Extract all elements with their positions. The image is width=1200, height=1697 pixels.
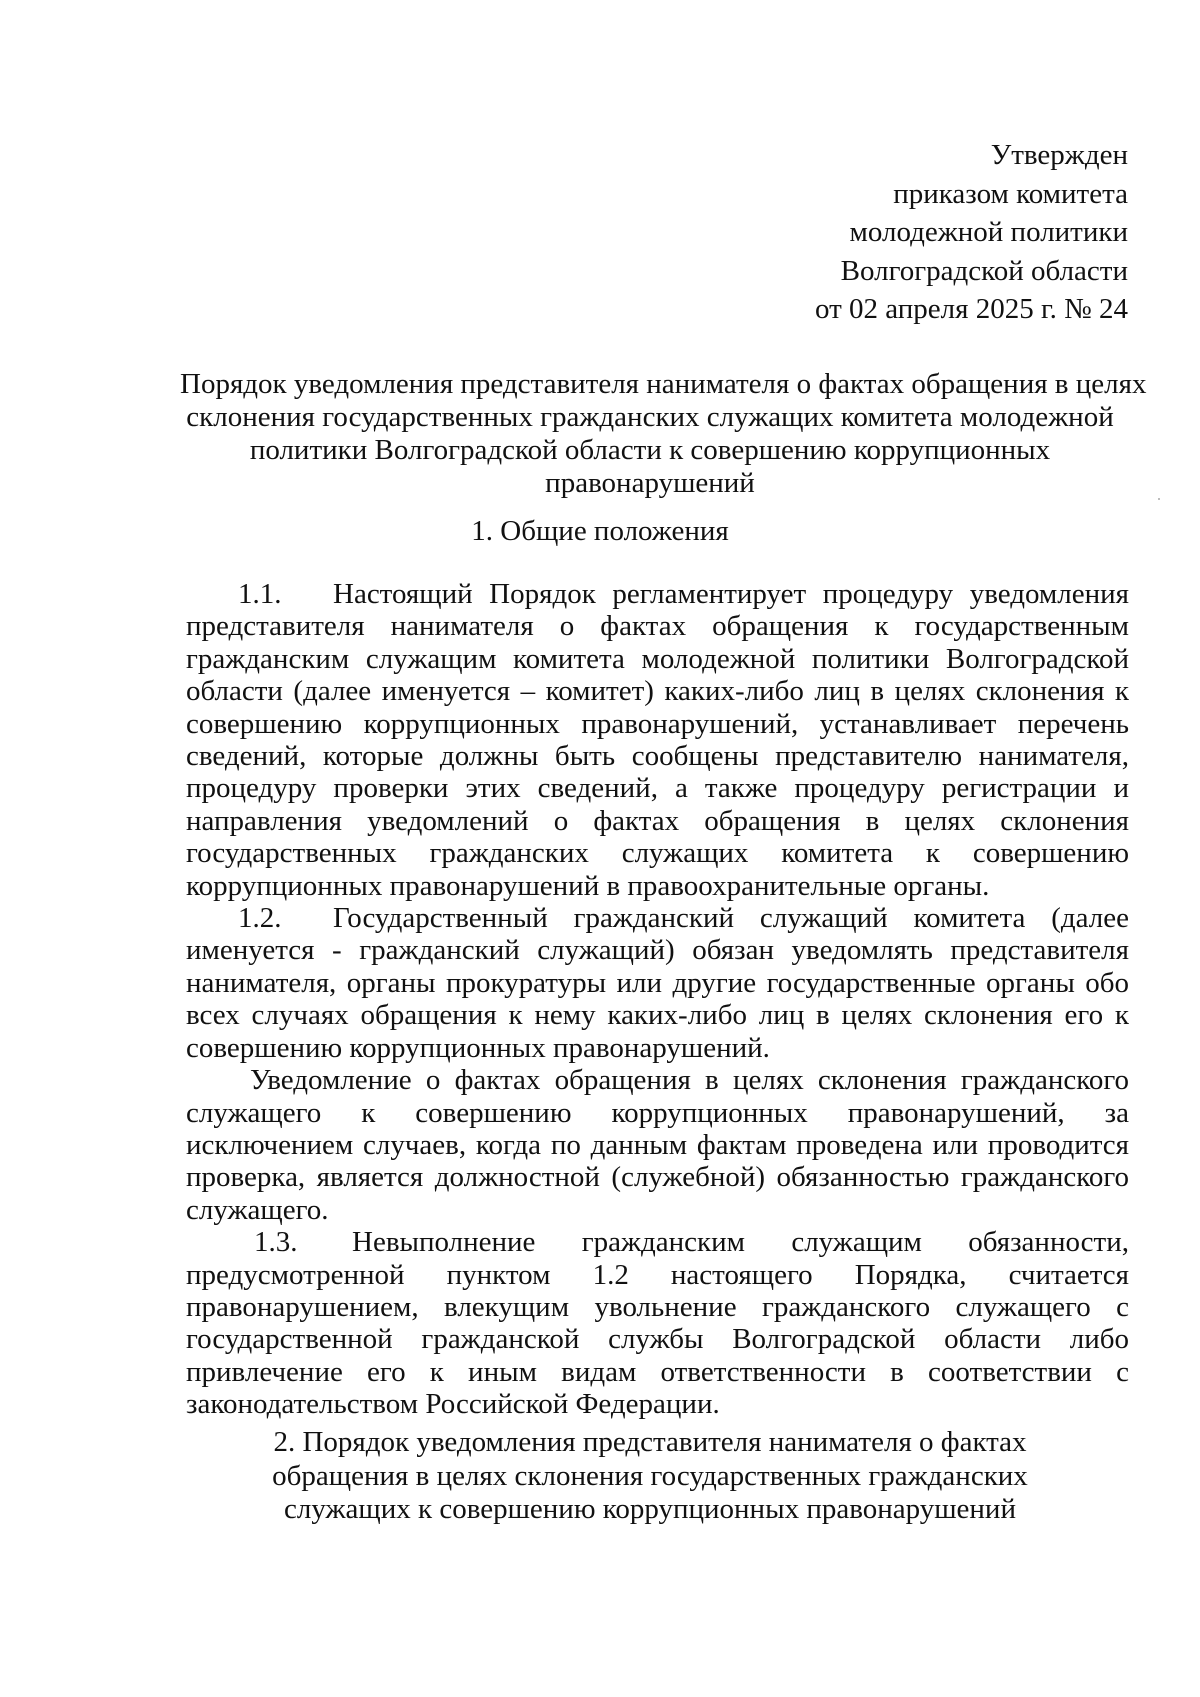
section-2-heading [200,1426,1100,1527]
paragraph-1-1 [186,578,1129,902]
approval-line: приказом комитета [893,177,1128,210]
section-1-body [186,578,1129,1421]
paragraph-text: Государственный гражданский служащий комитета (далее именуется - гражданский служащий) обязан уведомлять представителя нанимателя, органы прокуратуры или другие государственные органы обо всех случаях обращения к нему каких-либо лиц в целях склонения его к совершению коррупционных правонарушений. [186,902,1129,1064]
title-line: политики Волгоградской области к совершению коррупционных [249,434,1051,466]
section-2-heading-line: 2. Порядок уведомления представителя нанимателя о фактах [273,1426,1027,1458]
paragraph-number: 1.1. [238,578,282,610]
paragraph-1-2-continued: Уведомление о фактах обращения в целях склонения гражданского служащего к совершению коррупционных правонарушений, за исключением случаев, когда по данным фактам проведена или проводится проверка, является должностной (служебной) обязанностью гражданского служащего. [186,1064,1129,1226]
approval-line: Волгоградской области [840,254,1128,287]
section-1-heading: 1. Общие положения [471,515,729,547]
title-line: склонения государственных гражданских служащих комитета молодежной [186,401,1114,433]
scan-artifact [1158,498,1160,500]
approval-line: молодежной политики [849,216,1128,248]
paragraph-text: Настоящий Порядок регламентирует процедуру уведомления представителя нанимателя о фактах обращения к государственным гражданским служащим комитета молодежной политики Волгоградской области (далее именуется – комитет) каких-либо лиц в целях склонения к совершению коррупционных правонарушений, устанавливает перечень сведений, которые должны быть сообщены представителю нанимателя, процедуру проверки этих сведений, а также процедуру регистрации и направления уведомлений о фактах обращения в целях склонения государственных гражданских служащих комитета к совершению коррупционных правонарушений в правоохранительные органы. [186,578,1129,902]
title-line: Порядок уведомления представителя нанимателя о фактах обращения в целях [180,368,1147,400]
approval-line: Утвержден [990,139,1128,171]
section-2-heading-line: служащих к совершению коррупционных правонарушений [284,1493,1016,1525]
approval-stamp [815,136,1128,329]
section-2-heading-line: обращения в целях склонения государственных гражданских [272,1459,1028,1492]
paragraph-1-2 [186,902,1129,1064]
document-title [180,368,1147,500]
approval-date-line: от 02 апреля 2025 г. № 24 [814,293,1128,325]
paragraph-text: Невыполнение гражданским служащим обязанности, предусмотренной пунктом 1.2 настоящего Порядка, считается правонарушением, влекущим увольнение гражданского служащего с государственной гражданской службы Волгоградской области либо привлечение его к иным видам ответственности в соответствии с законодательством Российской Федерации. [186,1226,1129,1421]
title-line: правонарушений [545,467,755,499]
paragraph-1-3 [186,1226,1129,1420]
paragraph-number: 1.2. [238,902,282,935]
paragraph-number: 1.3. [254,1226,298,1259]
